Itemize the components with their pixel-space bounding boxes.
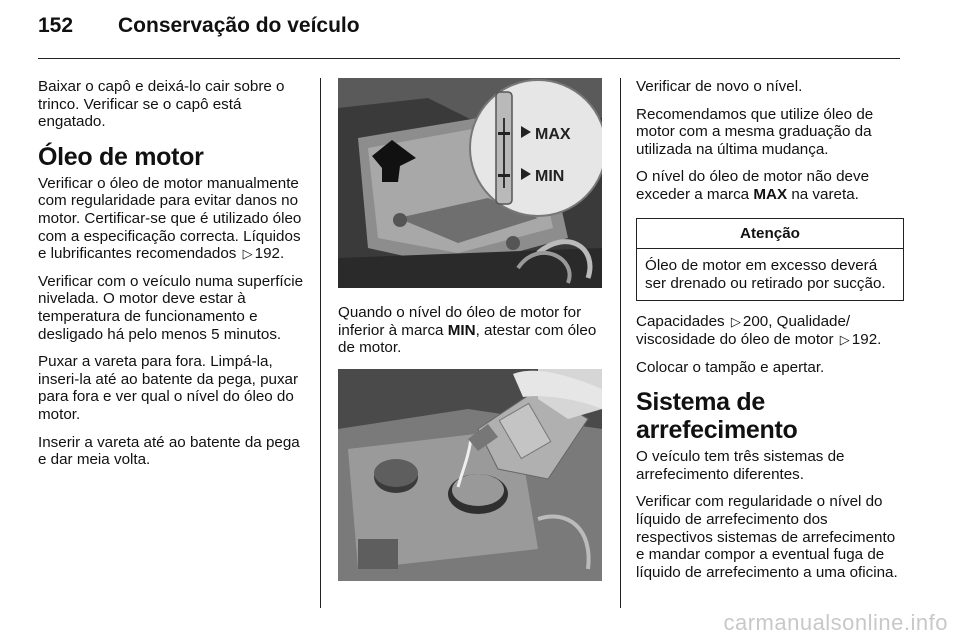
column-divider-2 [620,78,621,608]
notice-title: Atenção [637,219,903,250]
column-3 [636,78,904,591]
figure-caption: Quando o nível do óleo de motor for inferior à marca MIN, atestar com óleo de motor. [338,304,597,357]
page-reference-icon: ▷ [839,331,850,347]
max-level-paragraph: O nível do óleo de motor não deve exceder a marca MAX na vareta. [636,168,870,203]
recommend-paragraph: Recomendamos que utilize óleo de motor com a mesma graduação da utilizada na última mudança. [636,105,874,158]
engine-dipstick-illustration [338,78,602,288]
header-rule [38,58,900,59]
page-reference-link[interactable]: 200, Qualidade/ viscosidade do óleo de motor [636,313,851,348]
page-title: Conservação do veículo [118,14,360,37]
column-2 [338,78,604,581]
cooling-systems-paragraph: O veículo tem três sistemas de arrefecimento diferentes. [636,448,845,483]
watermark-text: carmanualsonline.info [723,610,948,635]
intro-paragraph: Baixar o capô e deixá-lo cair sobre o trinco. Verificar se o capô está engatado. [38,78,285,131]
oil-filling-illustration [338,369,602,581]
cap-paragraph: Colocar o tampão e apertar. [636,358,825,376]
section-heading-arrefecimento: Sistema de arrefecimento [636,388,798,445]
page-reference-icon: ▷ [730,314,741,330]
section-heading-oleo: Óleo de motor [38,142,204,171]
insert-dipstick-paragraph: Inserir a vareta até ao batente da pega e dar meia volta. [38,433,300,469]
min-mark-label: MIN [535,168,565,185]
min-bold: MIN [447,321,476,339]
max-mark-label: MAX [535,126,571,143]
capacities-paragraph: Capacidades ▷ 200, Qualidade/ viscosidade do óleo de motor ▷ 192. [636,313,882,348]
level-surface-paragraph: Verificar com o veículo numa superfície nivelada. O motor deve estar à temperatura de funcionamento e desligado há pelo menos 5 minutos. [38,272,304,343]
cooling-check-paragraph: Verificar com regularidade o nível do líquido de arrefecimento dos respectivos sistemas de arrefecimento e mandar compor a eventual fuga de líquido de arrefecimento a uma oficina. [636,493,898,581]
max-bold: MAX [753,185,788,203]
page-header [38,14,360,44]
recheck-paragraph: Verificar de novo o nível. [636,78,803,95]
page-number: 152 [38,14,74,37]
dipstick-paragraph: Puxar a vareta para fora. Limpá-la, inseri-la até ao batente da pega, puxar para fora e ver qual o nível do óleo do motor. [38,353,299,423]
page-reference-link[interactable]: 192. [254,245,285,263]
column-1 [38,78,306,479]
page-reference-link[interactable]: 192. [851,330,882,348]
attention-notice [636,218,904,302]
page-reference-icon: ▷ [242,246,253,262]
notice-body: Óleo de motor em excesso deverá ser drenado ou retirado por sucção. [645,257,886,292]
oil-check-paragraph: Verificar o óleo de motor manualmente com regularidade para evitar danos no motor. Certificar-se que é utilizado óleo com a especificação correcta. Líquidos e lubrificantes recomendados ▷ 192. [38,174,302,263]
column-divider-1 [320,78,321,608]
